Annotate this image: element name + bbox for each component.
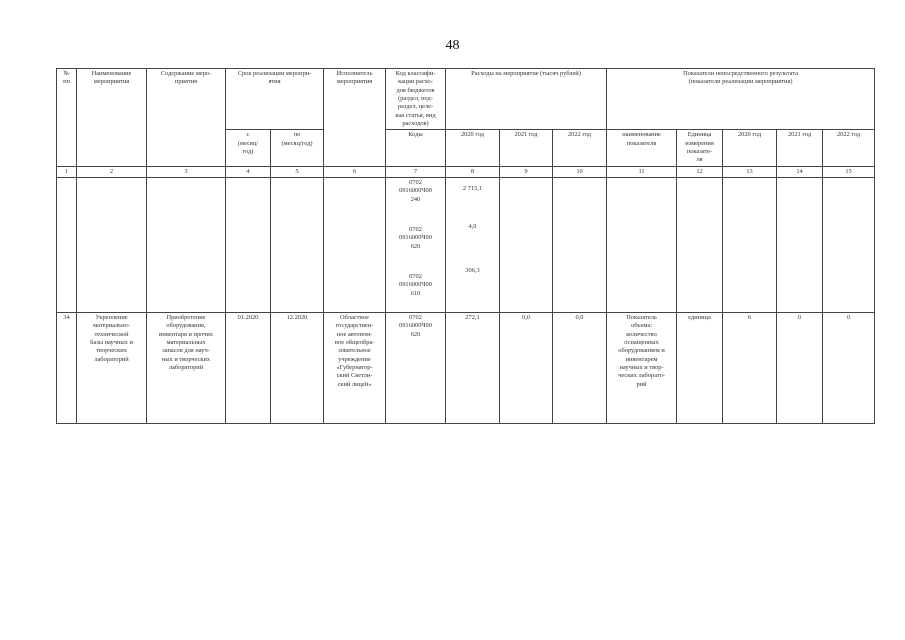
classifier-code: 0702 0916000Ч00 240 (399, 178, 432, 203)
period-from: 01.2020 (226, 312, 271, 423)
column-number: 6 (324, 166, 386, 177)
empty-cell (553, 177, 607, 312)
expense-amount: 4,0 (468, 222, 477, 230)
header-indicator-name: наименование показателя (607, 130, 677, 166)
classifier-code: 0702 0916000Ч00 620 (386, 312, 446, 423)
column-number: 15 (823, 166, 875, 177)
classifier-codes-cell (386, 177, 446, 312)
empty-cell (271, 177, 324, 312)
header-name: Наименование мероприятия (77, 69, 147, 167)
column-number: 3 (147, 166, 226, 177)
classifier-code: 0702 0916000Ч00 620 (399, 225, 432, 250)
measure-name: Укрепление материально- технической базы научных и творческих лабораторий (77, 312, 147, 423)
classifier-code: 0702 0916000Ч00 610 (399, 272, 432, 297)
column-number: 1 (57, 166, 77, 177)
header-expense-2020: 2020 год (446, 130, 500, 166)
header-row-1 (57, 69, 875, 130)
column-number: 9 (500, 166, 553, 177)
empty-cell (607, 177, 677, 312)
empty-cell (324, 177, 386, 312)
table-row (57, 312, 875, 423)
table-row (57, 177, 875, 312)
header-expense-2022: 2022 год (553, 130, 607, 166)
header-result-2022: 2022 год (823, 130, 875, 166)
header-expense-2021: 2021 год (500, 130, 553, 166)
result-2022: 0 (823, 312, 875, 423)
header-result-2021: 2021 год (777, 130, 823, 166)
expense-2020: 272,1 (446, 312, 500, 423)
column-number: 8 (446, 166, 500, 177)
row-number: 34 (57, 312, 77, 423)
column-number: 10 (553, 166, 607, 177)
header-codes: Коды (386, 130, 446, 166)
expense-2020-cell (446, 177, 500, 312)
header-result-2020: 2020 год (723, 130, 777, 166)
column-number: 14 (777, 166, 823, 177)
result-2021: 0 (777, 312, 823, 423)
header-content: Содержание меро- приятия (147, 69, 226, 167)
executor: Областное государствен- ное автоном- ное общеобра- зовательное учреждение «Губернатор- ский Светли- ский лицей» (324, 312, 386, 423)
empty-cell (57, 177, 77, 312)
expense-amount: 2 715,1 (462, 184, 483, 192)
expense-2022: 0,0 (553, 312, 607, 423)
header-results: Показатели непосредственного результата (показатели реализации мероприятия) (607, 69, 875, 130)
column-number: 5 (271, 166, 324, 177)
column-number: 2 (77, 166, 147, 177)
empty-cell (777, 177, 823, 312)
measures-table (56, 68, 875, 424)
header-from: с (месяц/ год) (226, 130, 271, 166)
column-number: 12 (677, 166, 723, 177)
indicator-name: Показатель объема: количество оснащенных оборудованием и инвентарем научных и твор- ческих лаборато- рий (607, 312, 677, 423)
measure-content: Приобретение оборудования, инвентаря и прочих материальных запасов для науч- ных и творческих лабораторий (147, 312, 226, 423)
empty-cell (723, 177, 777, 312)
column-number: 4 (226, 166, 271, 177)
empty-cell (147, 177, 226, 312)
empty-cell (500, 177, 553, 312)
expense-amount: 306,3 (465, 266, 480, 274)
column-number: 13 (723, 166, 777, 177)
empty-cell (677, 177, 723, 312)
header-expenses: Расходы на мероприятие (тысяч рублей) (446, 69, 607, 130)
header-to: по (месяц/год) (271, 130, 324, 166)
column-number: 11 (607, 166, 677, 177)
column-number-row (57, 166, 875, 177)
period-to: 12.2020 (271, 312, 324, 423)
empty-cell (226, 177, 271, 312)
indicator-unit: единица (677, 312, 723, 423)
header-no: № пп (57, 69, 77, 167)
header-unit: Единица измерения показате- ля (677, 130, 723, 166)
page-number: 48 (445, 38, 460, 53)
header-classifier: Код классифи- кации расхо- дов бюджетов (раздел, под- раздел, целе- вая статья, вид расходов) (386, 69, 446, 130)
header-period: Срок реализации меропри- ятия (226, 69, 324, 130)
empty-cell (77, 177, 147, 312)
empty-cell (823, 177, 875, 312)
header-executor: Исполнитель мероприятия (324, 69, 386, 167)
result-2020: 6 (723, 312, 777, 423)
expense-2021: 0,0 (500, 312, 553, 423)
column-number: 7 (386, 166, 446, 177)
